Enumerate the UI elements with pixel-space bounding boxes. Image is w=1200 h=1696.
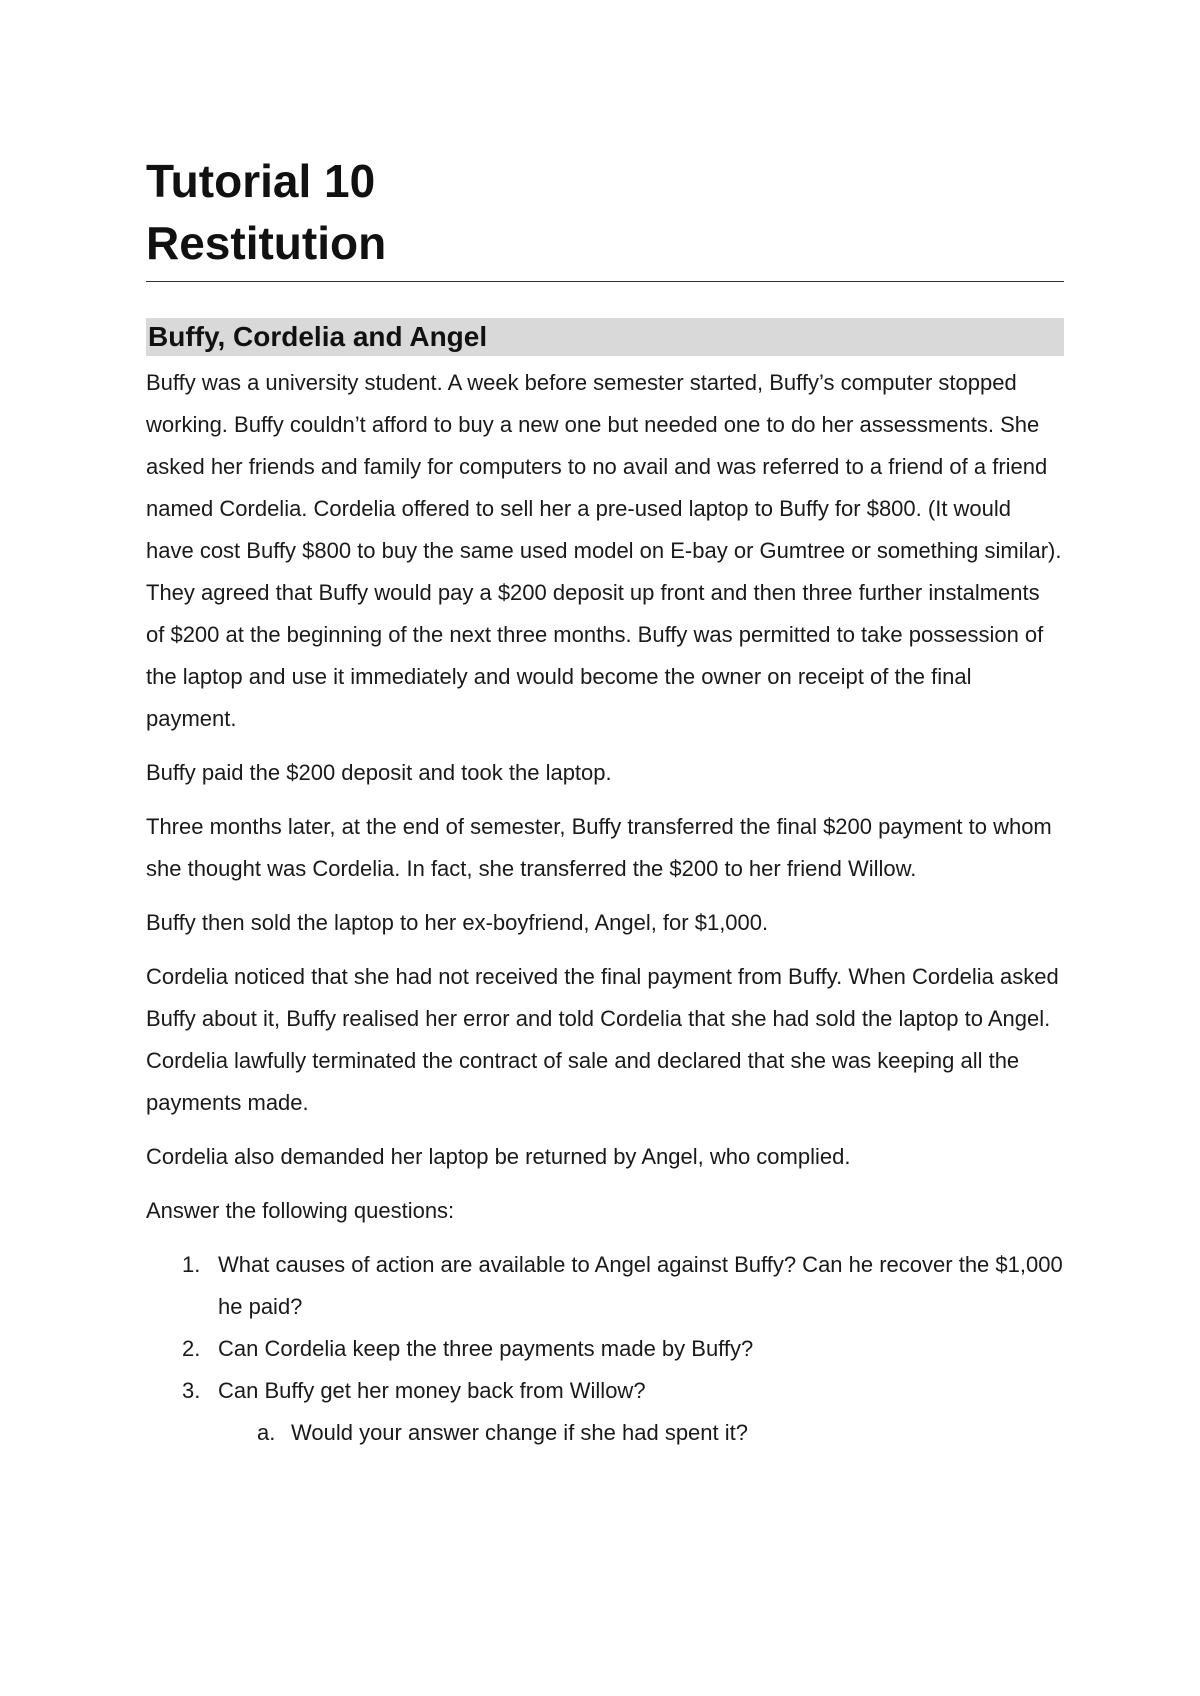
subquestion-item — [146, 1412, 1064, 1454]
question-text: Can Cordelia keep the three payments made by Buffy? — [218, 1336, 754, 1361]
title-line-1: Tutorial 10 — [146, 155, 376, 207]
question-number: 1. — [182, 1252, 201, 1277]
question-number: 3. — [182, 1378, 201, 1403]
subquestion-letter: a. — [257, 1420, 276, 1445]
question-number: 2. — [182, 1336, 201, 1361]
question-text: Can Buffy get her money back from Willow? — [218, 1378, 646, 1403]
title-line-2: Restitution — [146, 217, 387, 269]
paragraph-sale-to-angel: Buffy then sold the laptop to her ex-boyfriend, Angel, for $1,000. — [146, 910, 769, 935]
question-item — [146, 1370, 1064, 1412]
question-list — [146, 1244, 1064, 1454]
subquestion-text: Would your answer change if she had spent it? — [291, 1420, 748, 1445]
document-page — [146, 150, 1064, 1454]
paragraph-deposit: Buffy paid the $200 deposit and took the laptop. — [146, 760, 612, 785]
paragraph-instructions: Answer the following questions: — [146, 1198, 455, 1223]
paragraph-final-payment: Three months later, at the end of semester, Buffy transferred the final $200 payment to whom she thought was Cordelia. In fact, she transferred the $200 to her friend Willow. — [146, 814, 1052, 881]
title-divider — [146, 281, 1064, 282]
paragraph-facts: Buffy was a university student. A week before semester started, Buffy’s computer stopped working. Buffy couldn’t afford to buy a new one but needed one to do her assessments. She asked her friends and family for computers to no avail and was referred to a friend of a friend named Cordelia. Cordelia offered to sell her a pre-used laptop to Buffy for $800. (It would have cost Buffy $800 to buy the same used model on E-bay or Gumtree or something similar). They agreed that Buffy would pay a $200 deposit up front and then three further instalments of $200 at the beginning of the next three months. Buffy was permitted to take possession of the laptop and use it immediately and would become the owner on receipt of the final payment. — [146, 370, 1062, 731]
question-item — [146, 1244, 1064, 1328]
question-text: What causes of action are available to Angel against Buffy? Can he recover the $1,000 he paid? — [218, 1252, 1063, 1319]
section-heading: Buffy, Cordelia and Angel — [146, 318, 1064, 356]
paragraph-laptop-returned: Cordelia also demanded her laptop be returned by Angel, who complied. — [146, 1144, 851, 1169]
paragraph-termination: Cordelia noticed that she had not received the final payment from Buffy. When Cordelia asked Buffy about it, Buffy realised her error and told Cordelia that she had sold the laptop to Angel. Cordelia lawfully terminated the contract of sale and declared that she was keeping all the payments made. — [146, 964, 1059, 1115]
question-item — [146, 1328, 1064, 1370]
